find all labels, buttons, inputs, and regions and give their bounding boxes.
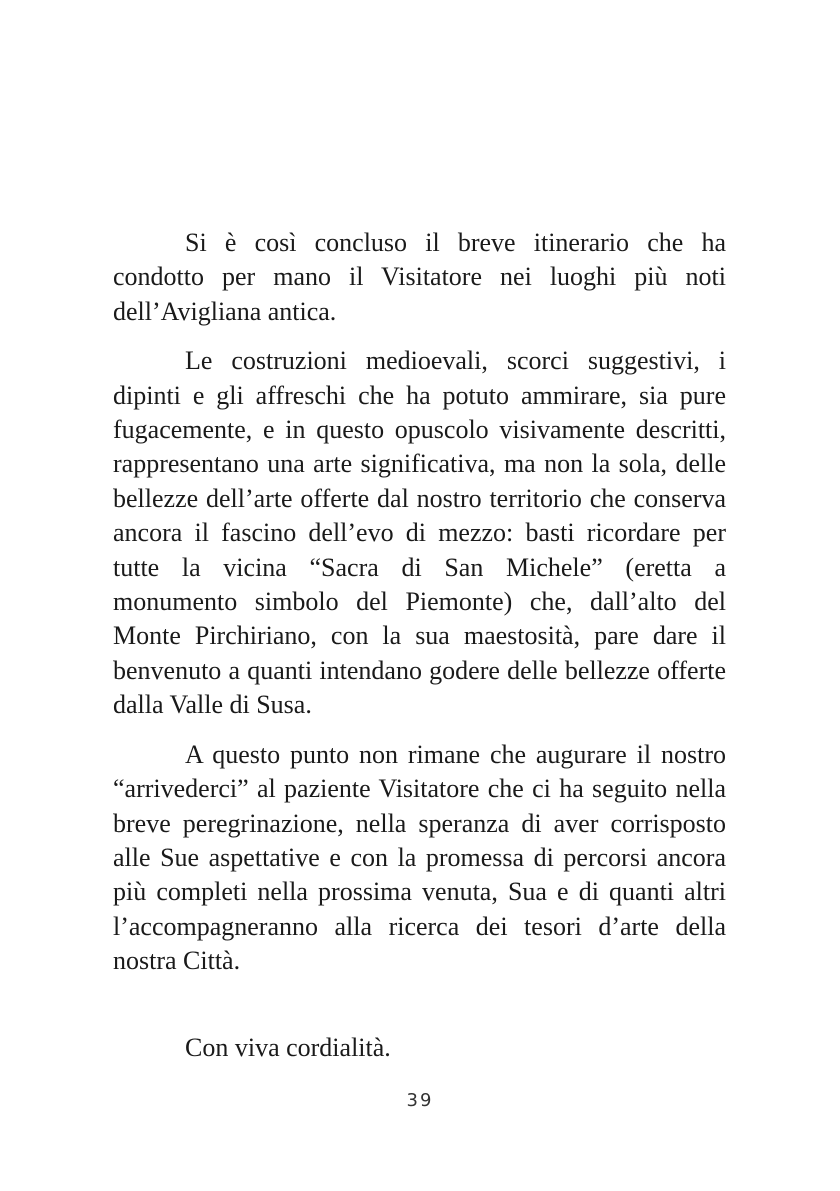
body-text: [113, 226, 726, 1065]
paragraph-2: Le costruzioni medioevali, scorci suggestivi, i dipinti e gli affreschi che ha potuto ammirare, sia pure fugacemente, e in questo opuscolo visivamente descritti, rappresentano una arte significativa, ma non la sola, delle bellezze dell’arte offerte dal nostro territorio che conserva ancora il fascino dell’evo di mezzo: basti ricordare per tutte la vicina “Sacra di San Michele” (eretta a monumento simbolo del Piemonte) che, dall’alto del Monte Pirchiriano, con la sua maestosità, pare dare il benvenuto a quanti intendano godere delle bellezze offerte dalla Valle di Susa.: [113, 346, 726, 720]
paragraph-3: A questo punto non rimane che augurare il nostro “arrivederci” al paziente Visitatore che ci ha seguito nella breve peregrinazione, nella speranza di aver corrisposto alle Sue aspettative e con la promessa di percorsi ancora più completi nella prossima venuta, Sua e di quanti altri l’accompagneranno alla ricerca dei tesori d’arte della nostra Città.: [113, 739, 726, 976]
paragraph-1: Si è così concluso il breve itinerario che ha condotto per mano il Visitatore nei luoghi più noti dell’Avigliana antica.: [113, 228, 726, 326]
closing-line: Con viva cordialità.: [185, 1032, 391, 1062]
page-number: 39: [406, 1090, 434, 1111]
